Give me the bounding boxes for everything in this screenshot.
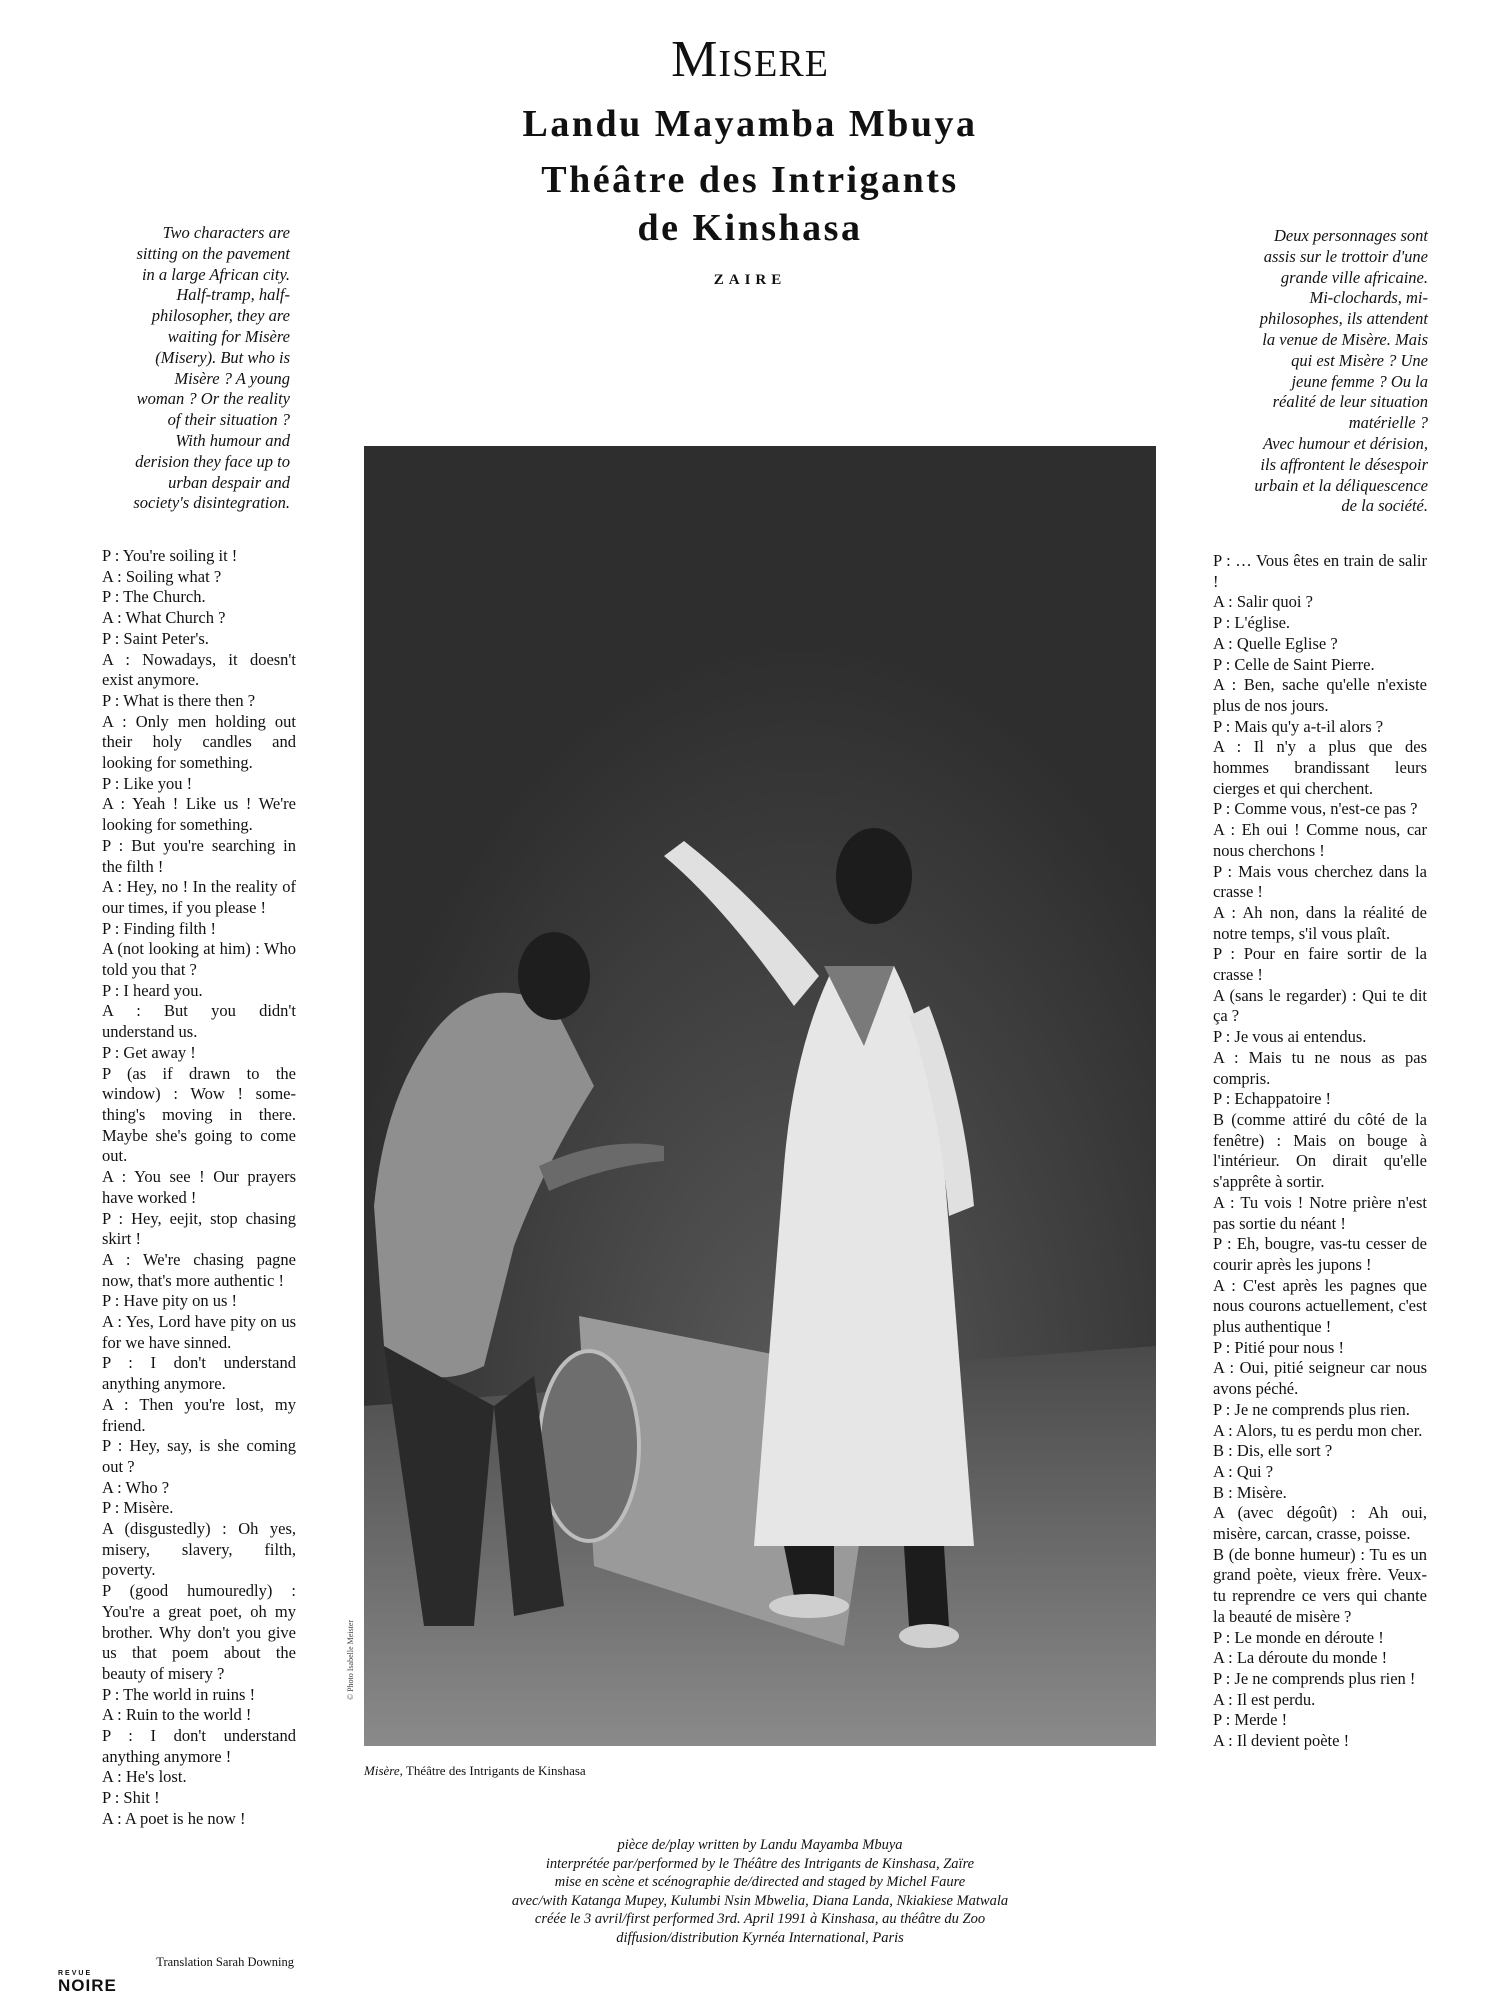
dialogue-line: P : Comme vous, n'est-ce pas ? — [1213, 799, 1418, 819]
dialogue-line: A : Yes, Lord have pity on us for we have sinned. — [102, 1312, 296, 1352]
dialogue-line: A : Alors, tu es perdu mon cher. — [1213, 1420, 1423, 1440]
dialogue-line: P : The world in ruins ! — [102, 1684, 256, 1704]
dialogue-line: A : You see ! Our prayers have worked ! — [102, 1167, 296, 1207]
credit-line: interprétée par/performed by le Théâtre des Intrigants de Kinshasa, Zaïre — [545, 1855, 975, 1872]
dialogue-line: P (as if drawn to the window) : Wow ! some-thing's moving in there. Maybe she's going to come out. — [102, 1063, 296, 1166]
dialogue-line: P : Le monde en déroute ! — [1213, 1627, 1384, 1647]
dialogue-line: B (comme attiré du côté de la fenêtre) : Mais on bouge à l'intérieur. On dirait qu'elle s'apprête à sortir. — [1213, 1109, 1427, 1192]
dialogue-line: P : Misère. — [102, 1498, 174, 1518]
dialogue-line: P : Pour en faire sortir de la crasse ! — [1213, 944, 1427, 985]
dialogue-line: P : I don't understand anything anymore ! — [102, 1726, 296, 1766]
production-credits — [400, 1836, 1120, 1947]
dialogue-line: A : Tu vois ! Notre prière n'est pas sortie du néant ! — [1213, 1192, 1427, 1233]
dialogue-line: B : Dis, elle sort ? — [1213, 1441, 1333, 1461]
dialogue-line: P : Echappatoire ! — [1213, 1089, 1332, 1109]
photo-caption: Misère, Théâtre des Intrigants de Kinshasa — [364, 1763, 586, 1778]
dialogue-line: P : Like you ! — [102, 773, 193, 793]
dialogue-line: A : What Church ? — [102, 608, 226, 628]
dialogue-line: A : Oui, pitié seigneur car nous avons péché. — [1213, 1358, 1427, 1399]
summary-french: Deux personnages sont assis sur le trottoir d'une grande ville africaine. Mi-clochards, mi- philosophes, ils attendent la venue de Misère. Mais qui est Misère ? Une jeune femme ? Ou la réalité de leur situation matérielle ? Avec humour et dérision, ils affrontent le désespoir urbain et la déliquescence de la société. — [1254, 226, 1428, 516]
dialogue-line: P : What is there then ? — [102, 690, 256, 710]
translation-credit: Translation Sarah Downing — [156, 1955, 294, 1969]
author-name: Landu Mayamba Mbuya — [522, 103, 978, 145]
dialogue-line: A : Hey, no ! In the reality of our times, if you please ! — [102, 877, 296, 917]
credit-line: diffusion/distribution Kyrnéa International, Paris — [616, 1929, 904, 1946]
credit-line: avec/with Katanga Mupey, Kulumbi Nsin Mbwelia, Diana Landa, Nkiakiese Matwala — [511, 1892, 1009, 1909]
dialogue-line: A : Soiling what ? — [102, 566, 222, 586]
dialogue-line: A : Quelle Eglise ? — [1213, 633, 1338, 653]
dialogue-english — [102, 546, 296, 1830]
dialogue-line: P : Merde ! — [1213, 1710, 1288, 1730]
dialogue-line: A : Ben, sache qu'elle n'existe plus de nos jours. — [1213, 675, 1427, 715]
dialogue-line: A : Il devient poète ! — [1213, 1731, 1350, 1751]
dialogue-line: A : Nowadays, it doesn't exist anymore. — [102, 649, 296, 690]
dialogue-line: P : Get away ! — [102, 1042, 196, 1062]
dialogue-french — [1213, 551, 1427, 1752]
dialogue-line: P : Je ne comprends plus rien. — [1213, 1399, 1410, 1419]
dialogue-line: P : Mais vous cherchez dans la crasse ! — [1213, 861, 1427, 902]
dialogue-line: A : La déroute du monde ! — [1213, 1648, 1388, 1668]
country-label: ZAIRE — [713, 272, 787, 288]
dialogue-line: A (avec dégoût) : Ah oui, misère, carcan, crasse, poisse. — [1213, 1503, 1427, 1544]
dialogue-line: P : Finding filth ! — [102, 918, 216, 938]
dialogue-line: P : I don't understand anything anymore. — [102, 1353, 296, 1394]
photo-credit: © Photo Isabelle Meister — [346, 1619, 355, 1700]
dialogue-line: P : Mais qu'y a-t-il alors ? — [1213, 716, 1384, 736]
dialogue-line: P : The Church. — [102, 587, 206, 607]
dialogue-line: B : Misère. — [1213, 1482, 1287, 1502]
dialogue-line: A : C'est après les pagnes que nous courons actuellement, c'est plus authentique ! — [1213, 1275, 1427, 1337]
dialogue-line: A : Salir quoi ? — [1213, 592, 1313, 612]
dialogue-line: P : … Vous êtes en train de salir ! — [1213, 551, 1427, 591]
dialogue-line: P : Eh, bougre, vas-tu cesser de courir après les jupons ! — [1213, 1234, 1427, 1274]
credit-line: pièce de/play written by Landu Mayamba Mbuya — [617, 1837, 903, 1853]
credit-line: créée le 3 avril/first performed 3rd. April 1991 à Kinshasa, au théâtre du Zoo — [534, 1911, 986, 1927]
dialogue-line: A : Qui ? — [1213, 1461, 1274, 1481]
summary-english: Two characters are sitting on the pavement in a large African city. Half-tramp, half- philosopher, they are waiting for Misère (Misery). But who is Misère ? A young woman ? Or the reality of their situation ? With humour and derision they face up to urban despair and society's disintegration. — [133, 223, 290, 513]
dialogue-line: A (disgustedly) : Oh yes, misery, slavery, filth, poverty. — [102, 1519, 296, 1580]
dialogue-line: A : Who ? — [102, 1477, 170, 1497]
dialogue-line: P (good humouredly) : You're a great poet, oh my brother. Why don't you give us that poem about the beauty of misery ? — [102, 1581, 296, 1683]
dialogue-line: P : Hey, say, is she coming out ? — [102, 1436, 296, 1476]
dialogue-line: A : But you didn't understand us. — [102, 1001, 296, 1042]
dialogue-line: P : L'église. — [1213, 613, 1291, 633]
dialogue-line: A : He's lost. — [102, 1767, 187, 1787]
dialogue-line: A : Yeah ! Like us ! We're looking for something. — [102, 794, 296, 835]
dialogue-line: A (not looking at him) : Who told you that ? — [102, 939, 296, 980]
credit-line: mise en scène et scénographie de/directed and staged by Michel Faure — [554, 1874, 966, 1890]
dialogue-line: P : Shit ! — [102, 1788, 160, 1808]
dialogue-line: A (sans le regarder) : Qui te dit ça ? — [1213, 985, 1427, 1026]
revue-noire-logo: REVUE NOIRE — [58, 1970, 117, 1995]
company-name-line2: de Kinshasa — [637, 207, 863, 249]
dialogue-line: P : I heard you. — [102, 980, 203, 1000]
play-title: MISERE — [671, 31, 829, 88]
dialogue-line: P : Have pity on us ! — [102, 1291, 238, 1311]
dialogue-line: A : Eh oui ! Comme nous, car nous cherchons ! — [1213, 820, 1427, 860]
dialogue-line: P : Celle de Saint Pierre. — [1213, 654, 1375, 674]
dialogue-line: A : Mais tu ne nous as pas compris. — [1213, 1047, 1427, 1088]
dialogue-line: A : Then you're lost, my friend. — [102, 1394, 296, 1435]
stage-photo — [364, 446, 1156, 1746]
dialogue-line: P : Je vous ai entendus. — [1213, 1027, 1367, 1047]
dialogue-line: A : Il est perdu. — [1213, 1689, 1316, 1709]
dialogue-line: A : Ah non, dans la réalité de notre temps, s'il vous plaît. — [1213, 902, 1427, 943]
dialogue-line: A : A poet is he now ! — [102, 1808, 246, 1828]
dialogue-line: P : Hey, eejit, stop chasing skirt ! — [102, 1208, 296, 1249]
dialogue-line: P : Pitié pour nous ! — [1213, 1337, 1344, 1357]
dialogue-line: A : Ruin to the world ! — [102, 1705, 252, 1725]
company-name-line1: Théâtre des Intrigants — [541, 159, 959, 201]
dialogue-line: P : Je ne comprends plus rien ! — [1213, 1668, 1416, 1688]
dialogue-line: A : Il n'y a plus que des hommes brandissant leurs cierges et qui cherchent. — [1213, 737, 1427, 798]
dialogue-line: P : But you're searching in the filth ! — [102, 835, 296, 876]
dialogue-line: A : Only men holding out their holy candles and looking for something. — [102, 711, 296, 773]
dialogue-line: P : Saint Peter's. — [102, 628, 209, 648]
stage-photo-illustration — [364, 446, 1156, 1746]
dialogue-line: B (de bonne humeur) : Tu es un grand poète, vieux frère. Veux-tu reprendre ce vers qui chante la beauté de misère ? — [1213, 1544, 1427, 1626]
dialogue-line: A : We're chasing pagne now, that's more authentic ! — [102, 1249, 296, 1290]
dialogue-line: P : You're soiling it ! — [102, 546, 238, 565]
